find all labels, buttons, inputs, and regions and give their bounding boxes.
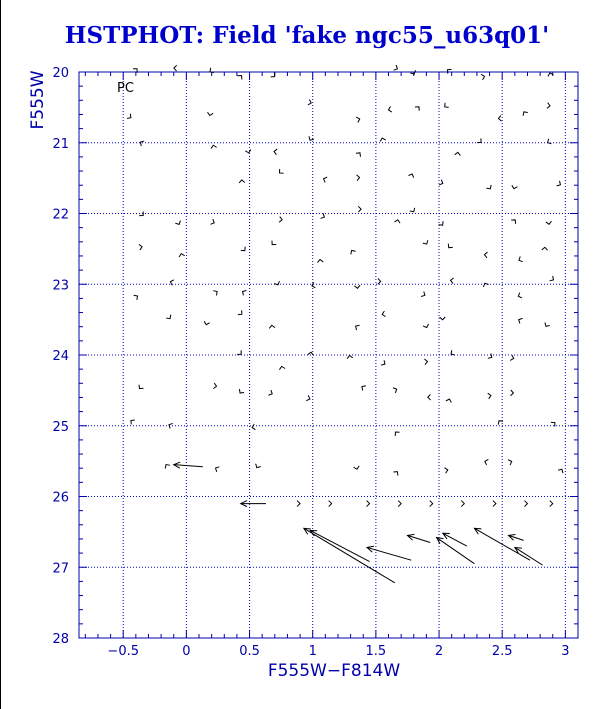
y-tick-label: 23 [52, 278, 69, 294]
x-tick-label: 0.5 [239, 644, 260, 659]
vector-marker [274, 281, 279, 285]
arrow-vector [174, 465, 203, 467]
y-tick-label: 26 [52, 490, 69, 506]
vector-marker [523, 112, 528, 116]
vector-marker [351, 250, 356, 254]
vector-marker [380, 138, 386, 141]
vector-marker [312, 282, 315, 287]
vector-marker [498, 421, 503, 425]
vector-marker [166, 315, 171, 319]
vector-marker [415, 107, 419, 111]
x-tick-label: 3 [561, 644, 570, 659]
x-tick-label: 1.5 [365, 644, 387, 659]
vector-marker [308, 99, 311, 105]
vector-marker [421, 291, 425, 296]
vector-marker [542, 247, 548, 250]
arrow-vector [437, 538, 475, 564]
vector-marker [297, 501, 300, 507]
vector-marker [245, 150, 251, 153]
vector-marker [139, 244, 142, 250]
vector-marker [451, 350, 455, 355]
vector-marker [508, 460, 512, 465]
vector-marker [174, 65, 177, 71]
vector-marker [448, 244, 452, 248]
vector-marker [204, 321, 210, 324]
vector-marker [324, 177, 328, 182]
arrow-vector [310, 530, 369, 561]
grid-lines [79, 72, 578, 638]
y-tick-label: 21 [52, 136, 69, 152]
vector-marker [512, 185, 518, 188]
vector-marker [256, 464, 261, 468]
vector-marker [483, 283, 488, 287]
vector-marker [486, 185, 491, 189]
vector-marker [356, 325, 360, 330]
y-tick-label: 22 [52, 207, 69, 223]
vector-marker [239, 389, 244, 393]
vector-marker [362, 386, 366, 391]
vector-marker [445, 468, 448, 474]
vector-marker [207, 112, 213, 115]
vector-marker [127, 114, 131, 119]
vector-marker [179, 254, 185, 257]
vector-marker [252, 424, 255, 430]
vector-marker [395, 432, 399, 436]
x-tick-label: −0.5 [107, 644, 140, 659]
vector-marker [394, 220, 400, 223]
vector-marker [268, 390, 272, 395]
vector-marker [170, 280, 174, 285]
vector-marker [243, 291, 247, 296]
vector-marker [134, 295, 138, 300]
vector-marker [393, 472, 398, 476]
vector-marker [378, 278, 381, 284]
vector-marker [280, 169, 284, 173]
vector-marker [382, 311, 385, 317]
arrow-head [437, 538, 444, 544]
vector-marker [481, 74, 484, 80]
vector-marker [356, 117, 360, 122]
vector-marker [488, 393, 491, 399]
vector-marker [241, 247, 245, 251]
scatter-plot [1, 0, 612, 709]
vector-marker [423, 240, 428, 244]
x-tick-label: 0 [182, 644, 191, 659]
vector-marker [393, 388, 397, 393]
chart-title: HSTPHOT: Field 'fake ngc55_u63q01' [64, 22, 550, 49]
y-axis-title: F555W [28, 70, 48, 130]
vector-marker [428, 394, 431, 400]
x-axis-title: F555W−F814W [267, 661, 401, 681]
vector-marker [237, 350, 241, 354]
vector-marker [550, 276, 554, 281]
vector-marker [511, 220, 515, 224]
arrow-vector [304, 528, 395, 582]
pc-annotation: PC [117, 81, 134, 96]
arrow-vector [367, 547, 411, 560]
vector-marker [398, 501, 401, 507]
vector-marker [408, 174, 413, 178]
vector-marker [547, 103, 550, 109]
vector-marker [493, 501, 496, 507]
vector-marker [216, 467, 220, 472]
vector-marker [451, 278, 454, 284]
vector-marker [140, 141, 144, 146]
vector-marker [165, 465, 170, 469]
vector-marker [274, 149, 277, 155]
vector-marker [394, 65, 398, 70]
y-tick-label: 28 [52, 632, 69, 647]
vector-marker [238, 76, 242, 80]
vector-marker [271, 73, 275, 77]
vector-marker [279, 217, 282, 223]
arrow-head [304, 528, 311, 534]
vector-marker [461, 501, 464, 507]
vector-marker [239, 180, 245, 183]
vector-marker [306, 395, 310, 400]
vector-marker [519, 257, 523, 262]
vector-marker [356, 153, 360, 157]
vector-marker [279, 366, 285, 369]
vector-marker [477, 138, 481, 142]
vector-marker [317, 259, 323, 262]
vector-marker [423, 324, 428, 328]
data-vectors [127, 65, 563, 583]
vector-marker [329, 501, 332, 507]
vector-marker [455, 152, 461, 155]
y-tick-labels [52, 66, 69, 647]
vector-marker [510, 355, 513, 360]
vector-marker [354, 466, 360, 469]
vector-marker [519, 318, 523, 323]
vector-marker [139, 385, 144, 389]
vector-marker [213, 383, 216, 389]
vector-marker [381, 360, 385, 365]
vector-marker [488, 353, 492, 358]
vector-marker [211, 145, 217, 148]
vector-marker [131, 420, 135, 425]
arrow-vector [515, 547, 543, 565]
vector-marker [367, 501, 370, 507]
vector-marker [445, 103, 449, 108]
y-tick-label: 27 [52, 561, 69, 577]
vector-marker [545, 323, 550, 327]
vector-marker [518, 293, 522, 298]
vector-marker [210, 219, 214, 224]
vector-marker [524, 501, 527, 507]
vector-marker [430, 501, 433, 507]
vector-marker [558, 469, 563, 473]
y-tick-label: 25 [52, 419, 69, 435]
vector-marker [410, 208, 415, 212]
x-tick-label: 2 [434, 644, 444, 659]
y-tick-label: 24 [52, 349, 69, 364]
vector-marker [546, 221, 552, 224]
vector-marker [321, 213, 325, 218]
vector-marker [484, 252, 487, 258]
vector-marker [175, 221, 180, 225]
vector-marker [485, 459, 489, 464]
vector-marker [510, 390, 513, 396]
vector-marker [238, 310, 242, 314]
vector-marker [272, 241, 276, 245]
vector-marker [357, 175, 360, 181]
vector-marker [439, 180, 443, 185]
vector-marker [424, 359, 427, 365]
y-tick-label: 20 [52, 66, 69, 81]
vector-marker [551, 422, 555, 426]
vector-marker [439, 221, 443, 225]
vector-marker [440, 317, 446, 320]
vector-marker [347, 355, 353, 358]
vector-marker [354, 285, 360, 288]
vector-marker [557, 181, 561, 186]
vector-marker [358, 206, 361, 212]
vector-marker [269, 325, 275, 328]
x-tick-label: 1 [308, 644, 317, 659]
vector-marker [550, 501, 553, 507]
vector-marker [446, 399, 451, 403]
x-tick-labels [107, 644, 569, 659]
vector-marker [213, 291, 217, 296]
vector-marker [498, 115, 501, 121]
vector-marker [388, 106, 391, 112]
x-tick-label: 2.5 [491, 644, 513, 659]
